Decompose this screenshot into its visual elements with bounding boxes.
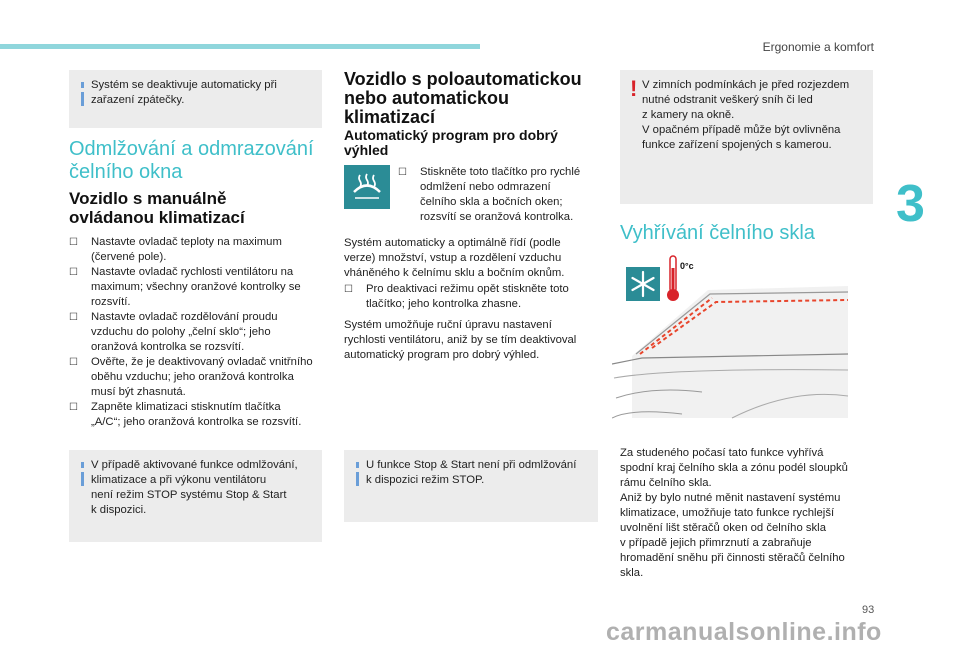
checkbox-icon: ☐ <box>69 267 78 278</box>
checkbox-icon: ☐ <box>69 357 78 368</box>
note-stop-start-manual: V případě aktivované funkce odmlžování, klimatizace a při výkonu ventilátoru není režim STOP systému Stop & Start k dispozici. <box>69 450 322 542</box>
note-reverse-gear: Systém se deaktivuje automaticky při zařazení zpátečky. <box>69 70 322 128</box>
checkbox-icon: ☐ <box>69 312 78 323</box>
chapter-number: 3 <box>896 175 925 233</box>
list-item: ☐ Ověřte, že je deaktivovaný ovladač vnitřního oběhu vzduchu; jeho oranžová kontrolka musí být zhasnutá. <box>69 356 313 398</box>
page-number: 93 <box>862 604 875 616</box>
section-title: Ergonomie a komfort <box>762 40 874 54</box>
list-item: ☐ Zapněte klimatizaci stisknutím tlačítka „A/C“; jeho oranžová kontrolka se rozsvítí. <box>69 401 302 428</box>
checkbox-icon: ☐ <box>398 167 407 178</box>
info-icon <box>81 82 84 88</box>
heading-auto-ac: Vozidlo s poloautomatickou nebo automatickou klimatizací <box>344 69 582 127</box>
heading-defog-defrost: Odmlžování a odmrazování čelního okna <box>69 138 314 183</box>
note-stop-start-auto: U funkce Stop & Start není při odmlžování k dispozici režim STOP. <box>344 450 598 522</box>
list-item: ☐ Nastavte ovladač teploty na maximum (červené pole). <box>69 236 282 263</box>
top-accent-bar <box>0 44 480 49</box>
subheading-manual-ac: Vozidlo s manuálně ovládanou klimatizací <box>69 189 245 227</box>
info-icon <box>81 462 84 468</box>
subheading-visibility-program: Automatický program pro dobrý výhled <box>344 127 558 158</box>
checkbox-icon: ☐ <box>69 237 78 248</box>
deactivate-step-list <box>344 282 604 312</box>
watermark: carmanualsonline.info <box>606 618 882 646</box>
checkbox-icon: ☐ <box>344 284 353 295</box>
info-icon <box>356 462 359 468</box>
heading-heated-windscreen: Vyhřívání čelního skla <box>620 222 815 244</box>
snowflake-icon <box>626 267 660 301</box>
warning-icon: ! <box>630 76 638 101</box>
temperature-label: 0°c <box>680 261 694 271</box>
windscreen-defrost-icon <box>344 165 390 209</box>
thermometer-icon <box>666 254 680 302</box>
manual-fan-description: Systém umožňuje ruční úpravu nastavení rychlosti ventilátoru, aniž by se tím deaktivoval automatický program pro dobrý výhled. <box>344 319 577 361</box>
list-item: ☐ Pro deaktivaci režimu opět stiskněte toto tlačítko; jeho kontrolka zhasne. <box>344 283 569 310</box>
manual-steps-list <box>69 235 329 430</box>
list-item: ☐ Nastavte ovladač rozdělování proudu vzduchu do polohy „čelní sklo“; jeho oranžová kontrolka se rozsvítí. <box>69 311 278 353</box>
list-item: ☐ Nastavte ovladač rychlosti ventilátoru na maximum; všechny oranžové kontrolky se rozsvítí. <box>69 266 301 308</box>
auto-step-list <box>398 165 608 225</box>
heated-windscreen-description: Za studeného počasí tato funkce vyhřívá spodní kraj čelního skla a zónu podél sloupků rámu čelního skla. Aniž by bylo nutné měnit nastavení systému klimatizace, umožňuje tato funkce rychlejší uvolnění lišt stěračů oken od čelního skla v případě jejich přimrznutí a zabraňuje hromadění sněhu při činnosti stěračů čelního skla. <box>620 447 848 579</box>
auto-description: Systém automaticky a optimálně řídí (podle verze) množství, vstup a rozdělení vzduchu vháněného k čelnímu sklu a bočním oknům. <box>344 237 565 279</box>
checkbox-icon: ☐ <box>69 402 78 413</box>
list-item: ☐ Stiskněte toto tlačítko pro rychlé odmlžení nebo odmrazení čelního skla a bočních oken; rozsvítí se oranžová kontrolka. <box>398 166 581 223</box>
note-camera-snow-warning: ! V zimních podmínkách je před rozjezdem nutné odstranit veškerý sníh či led z kamery na okně. V opačném případě může být ovlivněna funkce zařízení spojených s kamerou. <box>620 70 873 204</box>
